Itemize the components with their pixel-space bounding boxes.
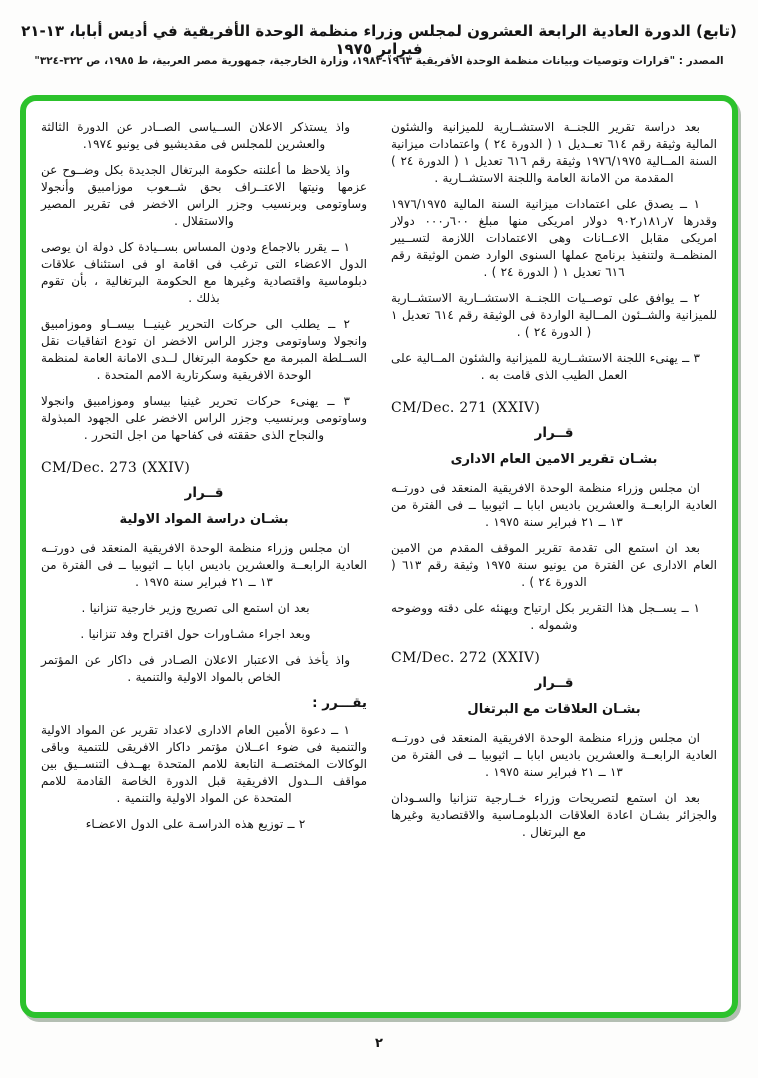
paragraph: واذ يلاحظ ما أعلنته حكومة البرتغال الجديدة بكل وضــوح عن عزمها ونيتها الاعتــراف بحق شــعوب موزامبيق وأنجولا وساوتومى وبرنسيب وجزر الراس الاخضر فى تقرير المصير والاستقلال .: [41, 163, 367, 228]
paragraph: ٢ ــ يطلب الى حركات التحرير غينيــا بيســاو وموزامبيق وانجولا وساوتومى وجزر الراس الاخضر ان تودع اتفاقيات نقل الســلطة المبرمة مع حكومة البرتغال لــدى الامانة العامة لمنظمة الوحدة الافريقية وسكرتارية الامم المتحدة .: [41, 317, 367, 382]
paragraph: ١ ــ يصدق على اعتمادات ميزانية السنة المالية ١٩٧٦/١٩٧٥ وقدرها ٧ر١٨١ر٩٠٢ دولار امريكى منها مبلغ ٦٠٠ر٠٠٠ دولار امريكى مقابل الاعــانات وهى الاعتمادات اللازمة لتســيير المنظمــة ولتنفيذ برنامج عملها السنوى الوارد ضمن الوثيقة رقم ٦١٦ تعديل ١ ( الدورة ٢٤ ) .: [391, 197, 717, 279]
page-number: ٢: [375, 1036, 383, 1051]
decision-subject-heading: بشـان العلاقات مع البرتغال: [467, 702, 641, 717]
paragraph: بعد ان استمع لتصريحات وزراء خــارجية تنزانيا والسـودان والجزائر بشـان اعادة العلاقات الدبلومـاسية والاقتصادية وغيرها مع البرتغال .: [391, 791, 717, 839]
decision-subject-heading: بشـان تقرير الامين العام الادارى: [450, 452, 658, 467]
paragraph: ٣ ــ يهنىء حركات تحرير غينيا بيساو وموزامبيق وانجولا وساوتومى وبرنسيب وجزر الراس الاخضر على الجهود المبذولة والنجاح الذى حققته فى كفاحها من اجل التحرر .: [41, 394, 367, 442]
decision-heading: قــرار: [534, 675, 574, 691]
decision-code: CM/Dec. 273 (XXIV): [41, 460, 191, 476]
decision-subject-heading: بشـان دراسة المواد الاولية: [119, 512, 289, 527]
decision-heading: قــرار: [184, 485, 224, 501]
header-session-title: (تابع) الدورة العادية الرابعة العشرون لمجلس وزراء منظمة الوحدة الأفريقية في أديس أبابا، ١٣-٢١ فبراير ١٩٧٥: [21, 22, 737, 58]
paragraph: بعد دراسة تقرير اللجنــة الاستشــارية للميزانية والشئون المالية وثيقة رقم ٦١٤ تعــديل ١ ( الدورة ٢٤ ) واعتمادات ميزانية السنة المــالية ١٩٧٦/١٩٧٥ وثيقة رقم ٦١٦ تعديل ١ ( الدورة ٢٤ ) المقدمة من الامانة العامة واللجنة الاستشــارية .: [391, 120, 717, 185]
paragraph: واذ يستذكر الاعلان الســياسى الصــادر عن الدورة الثالثة والعشرين للمجلس فى مقديشيو فى يونيو ١٩٧٤.: [41, 120, 350, 151]
paragraph: ان مجلس وزراء منظمة الوحدة الافريقية المنعقد فى دورتــه العادية الرابعــة والعشرين باديس ابابا ــ اثيوبيا ــ فى الفترة من ١٣ ــ ٢١ فبراير سنة ١٩٧٥ .: [391, 481, 717, 529]
paragraph: ان مجلس وزراء منظمة الوحدة الافريقية المنعقد فى دورتــه العادية الرابعــة والعشرين باديس ابابا ــ اثيوبيا ــ فى الفترة من ١٣ ــ ٢١ فبراير سنة ١٩٧٥ .: [391, 731, 717, 779]
paragraph: وبعد اجراء مشـاورات حول اقتراح وفد تنزانيا .: [80, 627, 311, 641]
decision-heading: قــرار: [534, 425, 574, 441]
resolution-frame: [20, 95, 738, 1018]
decision-code: CM/Dec. 272 (XXIV): [391, 650, 541, 666]
column-left: [41, 119, 367, 1012]
paragraph: واذ يأخذ فى الاعتبار الاعلان الصـادر فى داكار عن المؤتمر الخاص بالمواد الاولية والتنمية .: [41, 653, 350, 684]
paragraph: ١ ــ دعوة الأمين العام الادارى لاعداد تقرير عن المواد الاولية والتنمية فى ضوء اعــلان مؤتمر داكار الافريقى للتنمية وباقى الوكالات المختصــة التابعة للامم المتحدة بهــدف التنســيق بين مواقف الــدول الافريقية قبل الدورة الخاصة القادمة للامم المتحدة عن المواد الاولية والتنمية .: [41, 723, 367, 805]
paragraph: ٢ ــ توزيع هذه الدراسـة على الدول الاعضـاء: [85, 817, 306, 831]
paragraph: ٢ ــ يوافق على توصــيات اللجنــة الاستشــارية الاستشــارية للميزانية والشــئون المــالية الواردة فى الوثيقة رقم ٦١٤ تعديل ١ ( الدورة ٢٤ ) .: [391, 291, 718, 339]
header-source-line: المصدر : "قرارات وتوصيات وبيانات منظمة الوحدة الأفريقية ١٩٦٣-١٩٨٣، وزارة الخارجية، جمهورية مصر العربية، ط ١٩٨٥، ص ٣٢٢-٣٢٤": [34, 55, 724, 67]
resolves-heading: يقـــرر :: [312, 695, 367, 711]
paragraph: ١ ــ يقرر بالاجماع ودون المساس بســيادة كل دولة ان يوصى الدول الاعضاء التى ترغب فى اقامة او فى استئناف علاقات دبلوماسية واقتصادية وغيرها مع الحكومة البرتغالية ، بأن تقوم بذلك .: [41, 240, 367, 305]
paragraph: ٣ ــ يهنىء اللجنة الاستشــارية للميزانية والشئون المــالية على العمل الطيب الذى قامت به .: [391, 351, 700, 382]
paragraph: بعد ان استمع الى تصريح وزير خارجية تنزانيا .: [81, 601, 310, 615]
paragraph: ان مجلس وزراء منظمة الوحدة الافريقية المنعقد فى دورتــه العادية الرابعــة والعشرين باديس ابابا ــ اثيوبيا ــ فى الفترة من ١٣ ــ ٢١ فبراير سنة ١٩٧٥ .: [41, 541, 367, 589]
decision-code: CM/Dec. 271 (XXIV): [391, 400, 541, 416]
paragraph: ١ ــ يســجل هذا التقرير بكل ارتياح ويهنئه على دقته ووضوحه وشموله .: [391, 601, 700, 632]
column-right: [391, 119, 717, 1012]
paragraph: بعد ان استمع الى تقدمة تقرير الموقف المقدم من الامين العام الادارى عن الفترة من يونيو سنة ١٩٧٥ وثيقة رقم ٦١٣ ( الدورة ٢٤ ) .: [391, 541, 717, 589]
